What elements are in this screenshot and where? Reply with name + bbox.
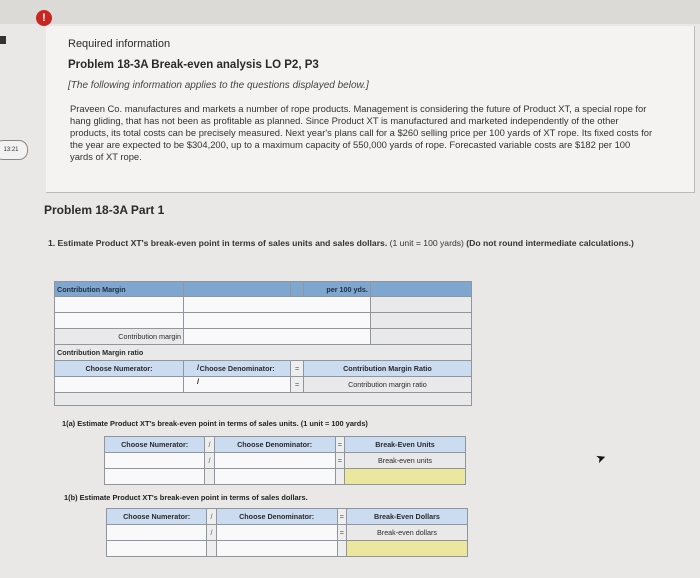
cm-row3-blank (370, 329, 471, 345)
choose-numerator-label: Choose Numerator: (55, 361, 184, 377)
header-blank (291, 282, 304, 297)
cm-row1-label-input[interactable] (55, 297, 184, 313)
divide-sign: / (207, 509, 216, 525)
break-even-dollars-title: 1(b) Estimate Product XT's break-even point in terms of sales dollars. (64, 493, 308, 502)
top-bar (0, 0, 700, 24)
break-even-units-numerator-input[interactable] (105, 453, 205, 469)
timer-badge: 13:21 (0, 140, 28, 160)
divide-sign: / (205, 453, 214, 469)
equals-sign: = (335, 453, 344, 469)
equals-sign: = (335, 437, 344, 453)
break-even-units-title: 1(a) Estimate Product XT's break-even point in terms of sales units. (1 unit = 100 yards) (62, 419, 368, 428)
equals-sign: = (337, 525, 346, 541)
break-even-units-result-input[interactable] (344, 469, 465, 485)
choose-numerator-label: Choose Numerator: (107, 509, 207, 525)
break-even-dollars-numerator-input[interactable] (107, 525, 207, 541)
break-even-dollars-denominator-input[interactable] (216, 525, 337, 541)
choose-denominator-label: Choose Denominator: (216, 509, 337, 525)
break-even-units-table (104, 436, 466, 485)
header-blank (370, 282, 471, 297)
break-even-dollars-result-input[interactable] (346, 541, 467, 557)
divide-sign: / (197, 363, 200, 372)
break-even-units-denominator-input[interactable] (214, 453, 335, 469)
divide-sign: / (207, 525, 216, 541)
contribution-margin-header: Contribution Margin (55, 282, 184, 297)
mouse-pointer-icon: ➤ (593, 449, 609, 467)
question-bold: 1. Estimate Product XT's break-even point in terms of sales units and sales dollars. (48, 238, 388, 248)
spacer-cell (207, 541, 216, 557)
cm-ratio-result-label: Contribution Margin Ratio (303, 361, 471, 377)
equals-sign: = (291, 377, 304, 393)
info-note: [The following information applies to the questions displayed below.] (68, 80, 369, 91)
break-even-dollars-numerator-value[interactable] (107, 541, 207, 557)
cm-row2-label-input[interactable] (55, 313, 184, 329)
break-even-units-result-label: Break-Even Units (344, 437, 465, 453)
part-title: Problem 18-3A Part 1 (44, 203, 165, 217)
cm-row2-blank (370, 313, 471, 329)
break-even-units-denominator-value[interactable] (214, 469, 335, 485)
cm-ratio-denominator-input[interactable] (184, 377, 291, 393)
choose-denominator-label: Choose Denominator: (184, 361, 291, 377)
choose-numerator-label: Choose Numerator: (105, 437, 205, 453)
required-information-title: Required information (68, 38, 171, 50)
equals-sign: = (291, 361, 304, 377)
divide-sign: / (197, 377, 200, 386)
contribution-margin-input[interactable] (184, 329, 371, 345)
spacer-cell (335, 469, 344, 485)
break-even-dollars-table (106, 508, 468, 557)
cm-row1-blank (370, 297, 471, 313)
break-even-units-result-sublabel: Break-even units (344, 453, 465, 469)
problem-title: Problem 18-3A Break-even analysis LO P2, P3 (68, 59, 319, 71)
contribution-margin-label: Contribution margin (55, 329, 184, 345)
question-text (48, 238, 663, 249)
side-marker (0, 36, 6, 44)
question-rounding-note: (Do not round intermediate calculations.) (463, 238, 634, 248)
break-even-dollars-result-label: Break-Even Dollars (346, 509, 467, 525)
question-unit-note: (1 unit = 100 yards) (387, 238, 464, 248)
required-information-panel (46, 26, 695, 193)
equals-sign: = (337, 509, 346, 525)
contribution-margin-table (54, 281, 472, 406)
spacer-cell (337, 541, 346, 557)
problem-description: Praveen Co. manufactures and markets a number of rope products. Management is considering the future of Product XT, a special rope for hang gliding, that has not been as profitable as planned. Since Product XT is manufactured and marketed independently of the other products, its total costs can be precisely measured. Next year's plans call for a $260 selling price per 100 yards of XT rope. Its fixed costs for the year are expected to be $304,200, up to a maximum capacity of 550,000 yards of rope. Forecasted variable costs are $182 per 100 yards of XT rope. (70, 103, 653, 162)
spacer-row (55, 393, 472, 406)
cm-ratio-numerator-input[interactable] (55, 377, 184, 393)
choose-denominator-label: Choose Denominator: (214, 437, 335, 453)
contribution-margin-ratio-label: Contribution Margin ratio (55, 345, 472, 361)
break-even-dollars-denominator-value[interactable] (216, 541, 337, 557)
divide-sign: / (205, 437, 214, 453)
cm-ratio-result-sublabel: Contribution margin ratio (303, 377, 471, 393)
alert-icon[interactable]: ! (36, 10, 52, 26)
cm-row1-value-input[interactable] (184, 297, 371, 313)
cm-row2-value-input[interactable] (184, 313, 371, 329)
spacer-cell (205, 469, 214, 485)
break-even-dollars-result-sublabel: Break-even dollars (346, 525, 467, 541)
break-even-units-numerator-value[interactable] (105, 469, 205, 485)
per-100-yds-header: per 100 yds. (303, 282, 370, 297)
header-blank (184, 282, 291, 297)
